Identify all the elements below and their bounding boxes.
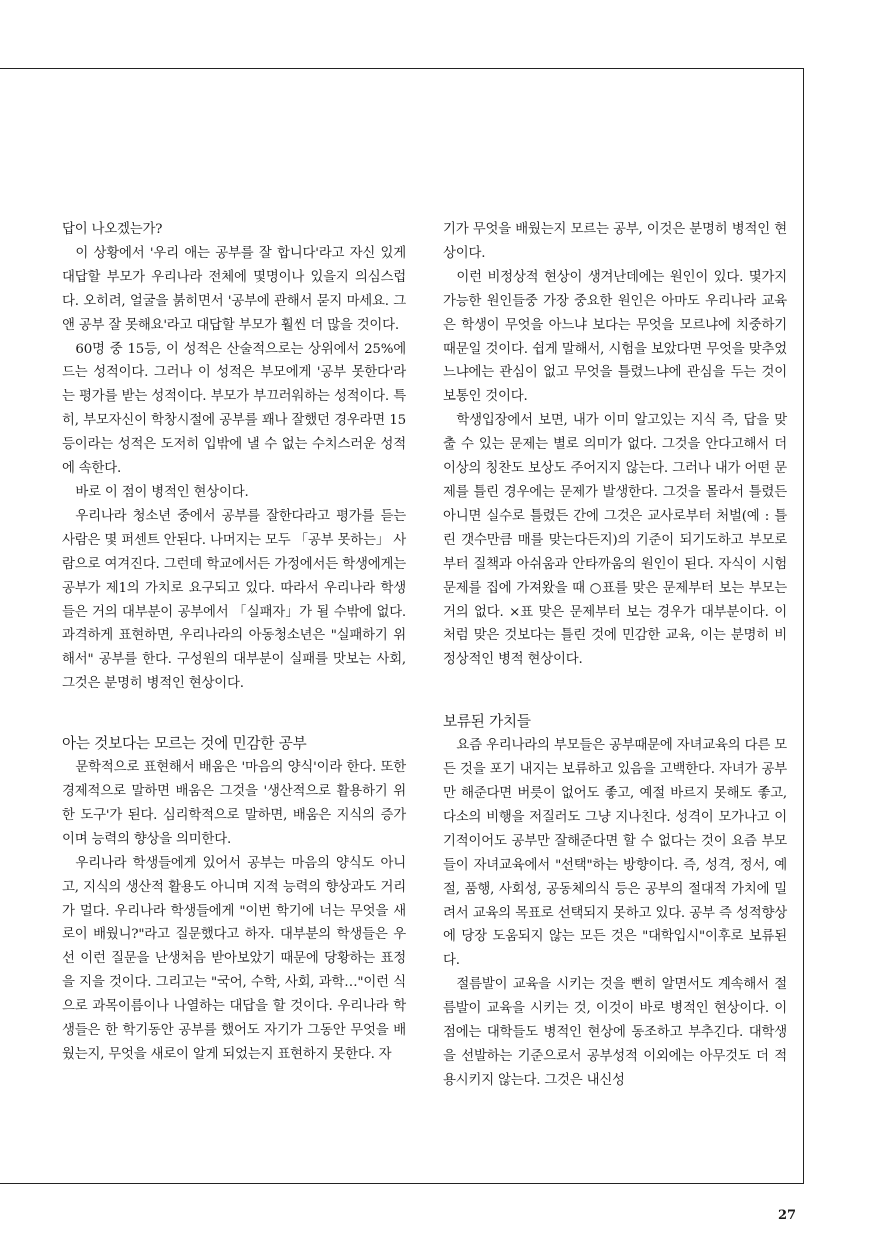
paragraph: 우리나라 청소년 중에서 공부를 잘한다라고 평가를 듣는 사람은 몇 퍼센트 안된다. 나머지는 모두 「공부 못하는」 사람으로 여겨진다. 그런데 학교에서든 가정에서든 학생에게는 공부가 제1의 가치로 요구되고 있다. 따라서 우리나라 학생들은 거의 대부분이 공부에서 「실패자」가 될 수밖에 없다. 과격하게 표현하면, 우리나라의 아동청소년은 "실패하기 위해서" 공부를 한다. 구성원의 대부분이 실패를 맛보는 사회, 그것은 분명히 병적인 현상이다.: [62, 508, 406, 692]
top-border-line: [0, 68, 804, 69]
bottom-border-line: [0, 1183, 804, 1184]
paragraph: 답이 나오겠는가?: [62, 222, 163, 237]
paragraph: 이 상황에서 '우리 애는 공부를 잘 합니다'라고 자신 있게 대답할 부모가 우리나라 전체에 몇명이나 있을지 의심스럽다. 오히려, 얼굴을 붉히면서 '공부에 관해서 묻지 마세요. 그앤 공부 잘 못해요'라고 대답할 부모가 훨씬 더 많을 것이다.: [62, 245, 406, 333]
paragraph: 기가 무엇을 배웠는지 모르는 공부, 이것은 분명히 병적인 현상이다.: [443, 222, 787, 261]
left-column: [62, 218, 406, 1067]
paragraph: 60명 중 15등, 이 성적은 산술적으로는 상위에서 25%에 드는 성적이다. 그러나 이 성적은 부모에게 '공부 못한다'라는 평가를 받는 성적이다. 부모가 부끄러워하는 성적이다. 특히, 부모자신이 학창시절에 공부를 꽤나 잘했던 경우라면 15등이라는 성적은 도저히 입밖에 낼 수 없는 수치스러운 성적에 속한다.: [62, 341, 406, 477]
paragraph: 절름발이 교육을 시키는 것을 뻔히 알면서도 계속해서 절름발이 교육을 시키는 것, 이것이 바로 병적인 현상이다. 이 점에는 대학들도 병적인 현상에 동조하고 부추긴다. 대학생을 선발하는 기준으로서 공부성적 이외에는 아무것도 더 적용시키지 않는다. 그것은 내신성: [443, 977, 787, 1088]
section-heading: 아는 것보다는 모르는 것에 민감한 공부: [62, 735, 307, 753]
paragraph: 바로 이 점이 병적인 현상이다.: [75, 484, 249, 500]
section-gap: [62, 696, 406, 732]
paragraph: 요즘 우리나라의 부모들은 공부때문에 자녀교육의 다른 모든 것을 포기 내지는 보류하고 있음을 고백한다. 자녀가 공부만 해준다면 버릇이 없어도 좋고, 예절 바르지 못해도 좋고, 다소의 비행을 저질러도 그냥 지나친다. 성격이 모가나고 이기적이어도 공부만 잘해준다면 할 수 없다는 것이 요즘 부모들이 자녀교육에서 "선택"하는 방향이다. 즉, 성격, 정서, 예절, 품행, 사회성, 공동체의식 등은 공부의 절대적 가치에 밀려서 교육의 목표로 선택되지 못하고 있다. 공부 즉 성적향상에 당장 도움되지 않는 모든 것은 "대학입시"이후로 보류된다.: [443, 738, 787, 969]
paragraph: 이런 비정상적 현상이 생겨난데에는 원인이 있다. 몇가지 가능한 원인들중 가장 중요한 원인은 아마도 우리나라 교육은 학생이 무엇을 아느냐 보다는 무엇을 모르냐에 치중하기 때문일 것이다. 쉽게 말해서, 시험을 보았다면 무엇을 맞추었느냐에는 관심이 없고 무엇을 틀렸느냐에 관심을 두는 것이 보통인 것이다.: [443, 269, 787, 405]
paragraph: 문학적으로 표현해서 배움은 '마음의 양식'이라 한다. 또한 경제적으로 말하면 배움은 그것을 '생산적으로 활용하기 위한 도구'가 된다. 심리학적으로 말하면, 배움은 지식의 증가이며 능력의 향상을 의미한다.: [62, 760, 406, 847]
page-number: 27: [778, 1208, 797, 1223]
right-column: [443, 218, 787, 1093]
section-gap: [443, 672, 787, 710]
section-heading: 보류된 가치들: [443, 713, 531, 731]
right-border-line: [803, 68, 804, 1184]
paragraph: 학생입장에서 보면, 내가 이미 알고있는 지식 즉, 답을 맞출 수 있는 문제는 별로 의미가 없다. 그것을 안다고해서 더 이상의 칭찬도 보상도 주어지지 않는다. 그러나 내가 어떤 문제를 틀린 경우에는 문제가 발생한다. 그것을 몰라서 틀렸든 아니면 실수로 틀렸든 간에 그것은 교사로부터 처벌(예 : 틀린 갯수만큼 매를 맞는다든지)의 기준이 되기도하고 부모로부터 질책과 아쉬움과 안타까움의 원인이 된다. 자식이 시험문제를 집에 가져왔을 때 ○표를 맞은 문제부터 보는 부모는 거의 없다. ×표 맞은 문제부터 보는 경우가 대부분이다. 이처럼 맞은 것보다는 틀린 것에 민감한 교육, 이는 분명히 비정상적인 병적 현상이다.: [443, 413, 787, 668]
paragraph: 우리나라 학생들에게 있어서 공부는 마음의 양식도 아니고, 지식의 생산적 활용도 아니며 지적 능력의 향상과도 거리가 멀다. 우리나라 학생들에게 "이번 학기에 너는 무엇을 새로이 배웠니?"라고 질문했다고 하자. 대부분의 학생들은 우선 이런 질문을 난생처음 받아보았기 때문에 당황하는 표정을 지을 것이다. 그리고는 "국어, 수학, 사회, 과학…"이런 식으로 과목이름이나 나열하는 대답을 할 것이다. 우리나라 학생들은 한 학기동안 공부를 했어도 자기가 그동안 무엇을 배웠는지, 무엇을 새로이 알게 되었는지 표현하지 못한다. 자: [62, 855, 406, 1062]
